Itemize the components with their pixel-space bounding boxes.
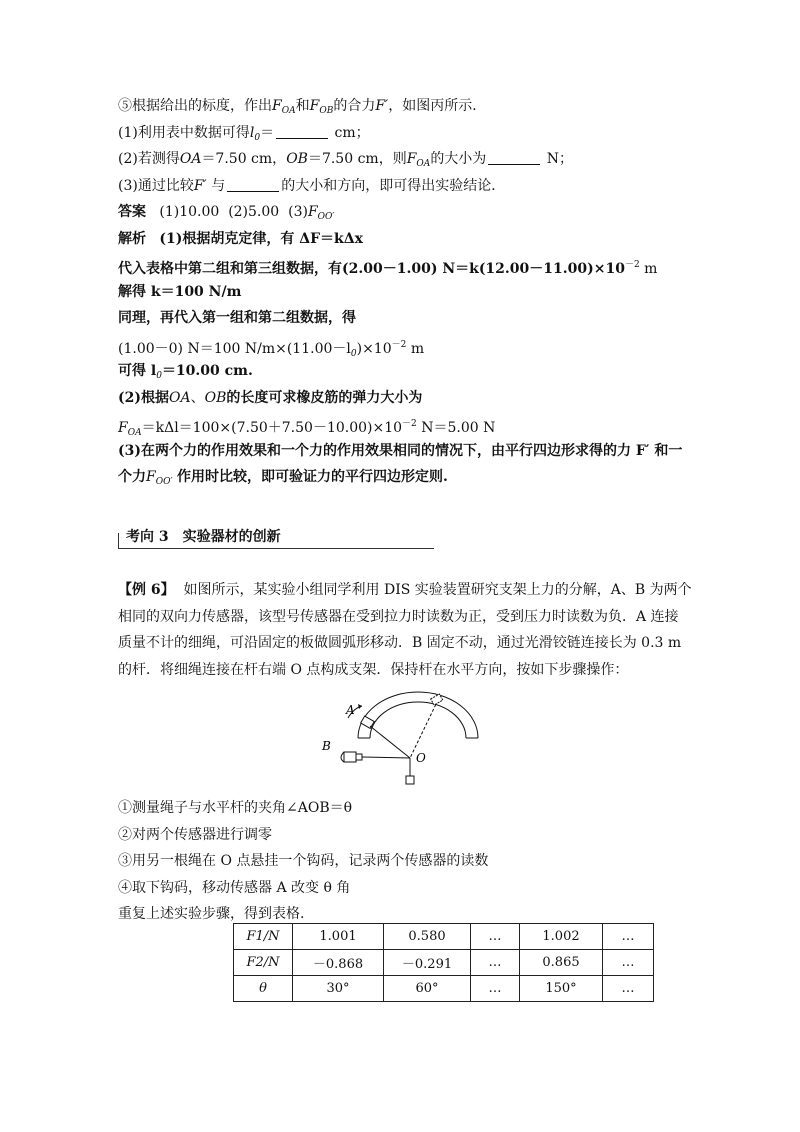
answer-blank[interactable] [227, 177, 279, 192]
answer-blank[interactable] [488, 150, 540, 165]
analysis-line: (2)根据OA、OB的长度可求橡皮筋的弹力大小为 [118, 389, 423, 406]
data-table [233, 923, 654, 1002]
table-row: θ 30° 60° … 150° … [234, 976, 654, 1002]
step-item: ③用另一根绳在 O 点悬挂一个钩码，记录两个传感器的读数 [118, 853, 489, 869]
analysis-line: (3)在两个力的作用效果和一个力的作用效果相同的情况下，由平行四边形求得的力 F′ 和一 [118, 442, 683, 459]
analysis-line: 代入表格中第二组和第三组数据，有(2.00－1.00) $N=k(12.00-11.00)\times 10^{-2}$ m [118, 260, 658, 277]
analysis-line: 个力$F_{OO'}$ 作用时比较，即可验证力的平行四边形定则. [118, 469, 448, 487]
label-a: A [346, 703, 355, 717]
analysis-line: 同理，再代入第一组和第二组数据，得 [118, 310, 356, 326]
analysis-line: 可得 $l_0=10.00$ cm. [118, 363, 253, 381]
example-tag: 【例 6】 [118, 582, 175, 598]
step-item: ②对两个传感器进行调零 [118, 826, 272, 843]
analysis-line: (1.00－0) N＝100 $N/m\times(11.00-l_0)\times 10^{-2}$ m [118, 339, 425, 359]
question-3: (3)通过比较F′ 与 的大小和方向，即可得出实验结论． [118, 177, 506, 194]
section-title: 考向 3 实验器材的创新 [126, 529, 281, 545]
table-row: F2/N －0.868 －0.291 … 0.865 … [234, 950, 654, 976]
analysis-line: 解得 k＝100 N/m [118, 283, 242, 300]
apparatus-svg [318, 688, 486, 792]
question-1: (1)利用表中数据可得$l_0=$ cm； [118, 124, 370, 143]
step-item: ①测量绳子与水平杆的夹角∠AOB＝θ [118, 800, 353, 816]
answer-line: 答案 (1)10.00 (2)5.00 $(3)F_{OO'}$ [118, 204, 335, 222]
label-b: B [322, 739, 331, 753]
question-2: (2)若测得OA＝7.50 cm，OB＝7.50 cm，则$F_{OA}$的大小为 N； [118, 151, 574, 169]
solution-block [118, 93, 688, 491]
analysis-line: $F_{OA}=k\Delta l=100\times(7.50+7.50-10.00)\times 10^{-2}$ N＝5.00 N [118, 419, 496, 438]
step-item: 重复上述实验步骤，得到表格. [118, 906, 305, 922]
apparatus-diagram [318, 688, 486, 792]
table-row: F1/N 1.001 0.580 … 1.002 … [234, 924, 654, 950]
step-five-text: ⑤根据给出的标度，作出$F_{OA}$和$F_{OB}$的合力F′，如图丙所示． [118, 98, 487, 116]
label-o: O [416, 751, 426, 765]
step-item: ④取下钩码，移动传感器 A 改变 θ 角 [118, 879, 351, 896]
steps-list [118, 795, 688, 928]
example-6: 【例 6】 如图所示，某实验小组同学利用 DIS 实验装置研究支架上力的分解，A、B 为两个 相同的双向力传感器，该型号传感器在受到拉力时读数为正，受到压力时读数为负．A 连接 质量不计的细绳，可沿固定的板做圆弧形移动．B 固定不动，通过光滑铰链连接长为 0.3 m 的杆．将细绳连接在杆右端 O 点构成支架．保持杆在水平方向，按如下步骤操作： [118, 582, 692, 678]
section-heading [118, 527, 434, 549]
answer-blank[interactable] [276, 124, 328, 139]
analysis-line: 解析 (1)根据胡克定律，有 ΔF＝kΔx [118, 230, 363, 247]
